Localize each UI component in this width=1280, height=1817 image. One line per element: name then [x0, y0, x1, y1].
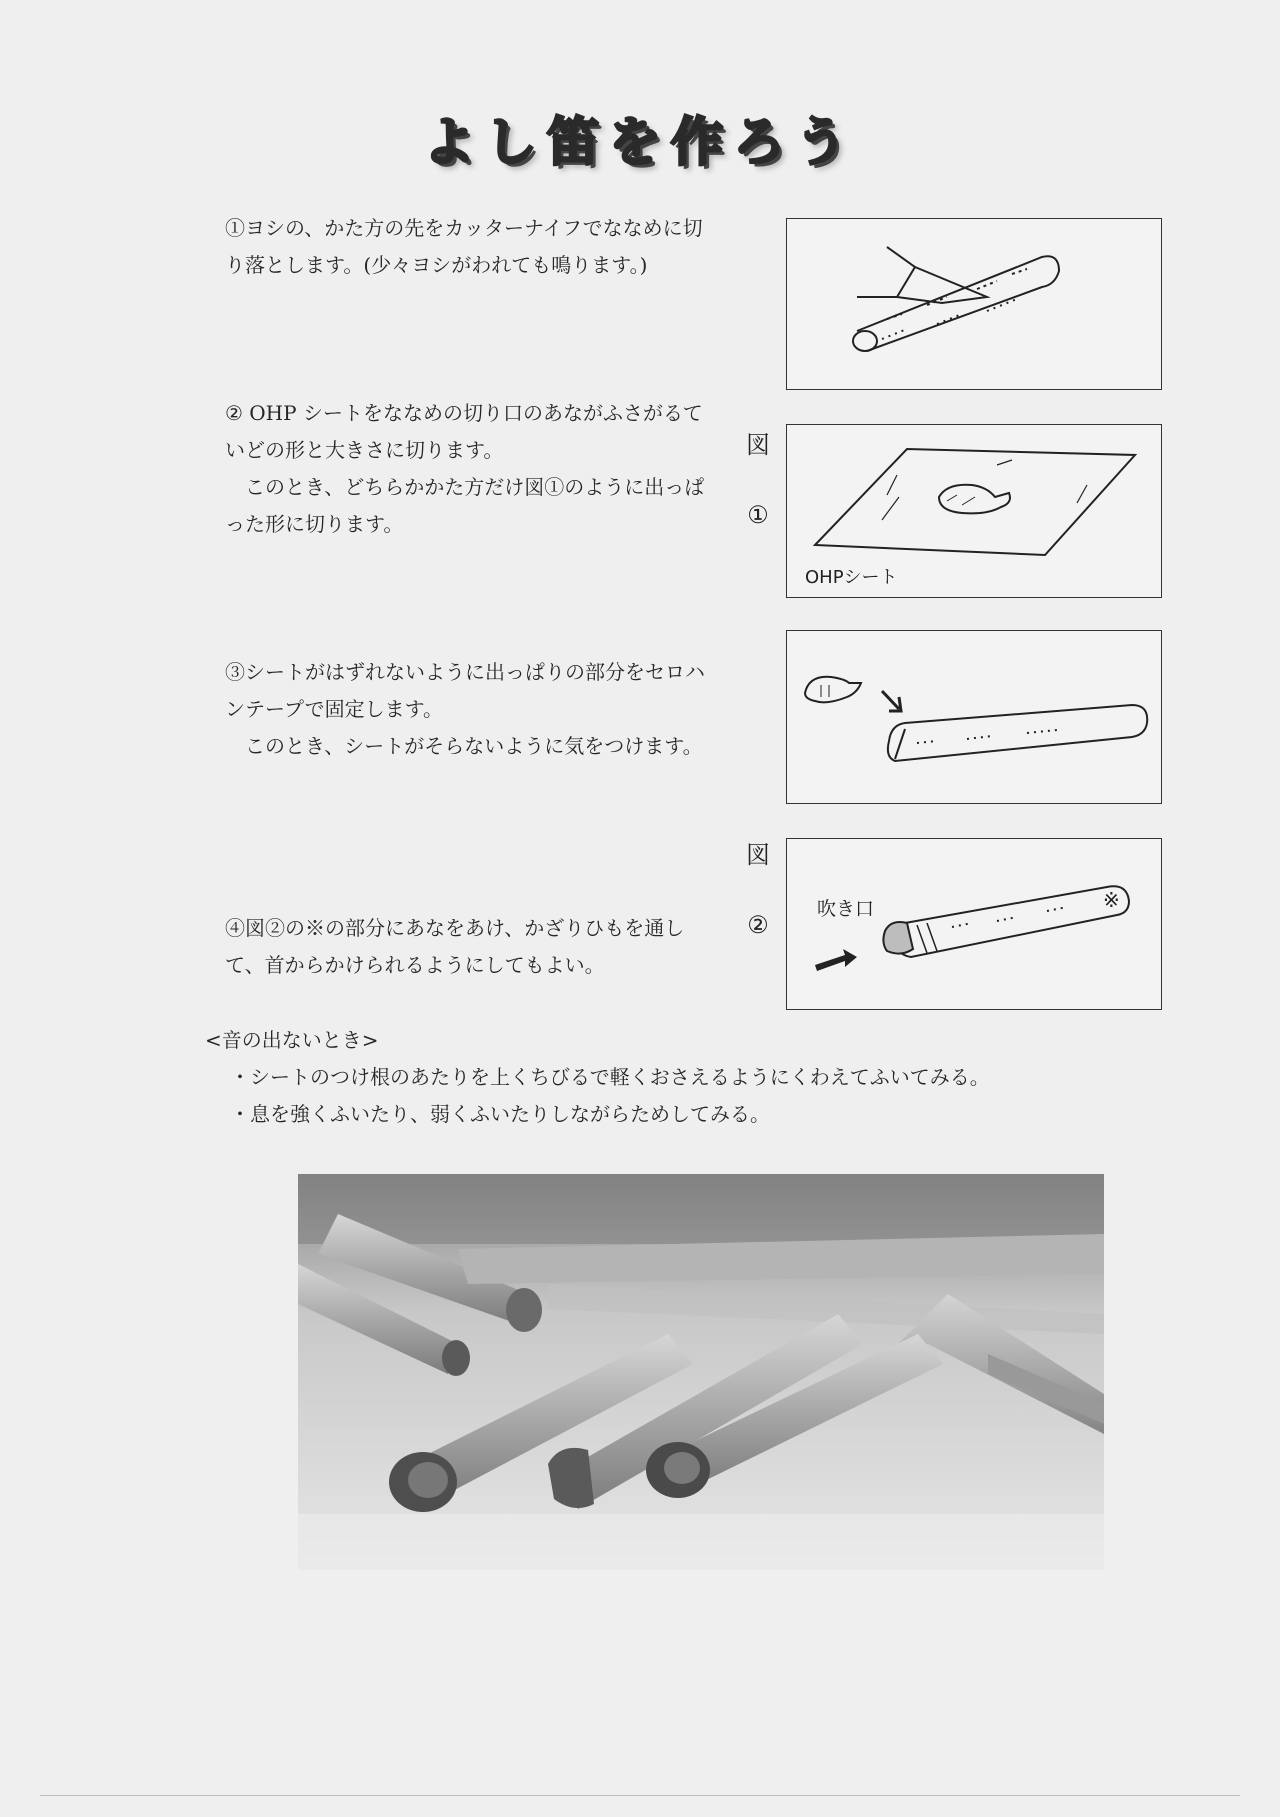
notes-heading: <音の出ないとき>: [205, 1028, 379, 1052]
figure-ohp-sheet: [786, 424, 1162, 598]
step-2-note: このとき、どちらかかた方だけ図①のように出っぱった形に切ります。: [225, 475, 705, 536]
figure-label-1-number: ①: [747, 501, 769, 529]
footer-line: [40, 1795, 1240, 1796]
ohp-sheet-illustration: [787, 425, 1161, 597]
figure-cut-reed: [786, 218, 1162, 390]
hole-mark: ※: [1103, 888, 1120, 912]
figure-attach-sheet: [786, 630, 1162, 804]
step-3-text: ③シートがはずれないように出っぱりの部分をセロハンテープで固定します。: [225, 660, 705, 721]
troubleshooting-notes: [205, 1022, 1105, 1133]
step-1-text: ①ヨシの、かた方の先をカッターナイフでななめに切り落とします。(少々ヨシがわれても鳴ります。): [225, 216, 703, 277]
finished-flute-illustration: [787, 839, 1161, 1009]
figure-label-2: [742, 820, 774, 960]
figure-label-2-number: ②: [747, 911, 769, 939]
mouthpiece-label: 吹き口: [817, 898, 875, 920]
figure-label-2-kanji: 図: [746, 841, 770, 869]
step-2: [225, 395, 710, 543]
figure-finished-flute: [786, 838, 1162, 1010]
figure-label-1: [742, 410, 774, 550]
reed-flute-photo: [298, 1174, 1104, 1570]
step-3-note: このとき、シートがそらないように気をつけます。: [245, 734, 703, 758]
ohp-sheet-label: OHPシート: [805, 567, 898, 588]
step-4-text: ④図②の※の部分にあなをあけ、かざりひもを通して、首からかけられるようにしてもよい。: [225, 916, 685, 977]
step-3: [225, 654, 710, 765]
step-4: [225, 910, 710, 984]
notes-item-1: ・シートのつけ根のあたりを上くちびるで軽くおさえるようにくわえてふいてみる。: [230, 1065, 990, 1089]
step-2-text: ② OHP シートをななめの切り口のあながふさがるていどの形と大きさに切ります。: [225, 401, 703, 462]
reed-cut-illustration: [787, 219, 1161, 389]
attach-sheet-illustration: [787, 631, 1161, 803]
figure-label-1-kanji: 図: [746, 431, 770, 459]
notes-item-2: ・息を強くふいたり、弱くふいたりしながらためしてみる。: [230, 1102, 770, 1126]
arrow-icon: [815, 949, 857, 971]
step-1: [225, 210, 720, 284]
page-title: よし笛を作ろう: [422, 113, 857, 173]
